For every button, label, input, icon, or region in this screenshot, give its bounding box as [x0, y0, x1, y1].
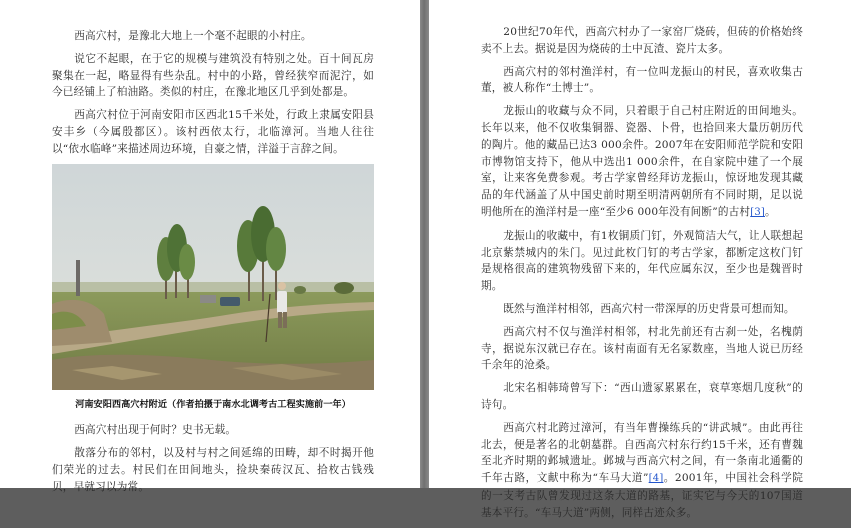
- paragraph: 北宋名相韩琦曾写下：“西山遗冢累累在，衰草寒烟几度秋”的诗句。: [481, 382, 803, 411]
- village-field-photo: [52, 164, 374, 390]
- paragraph-end: 。: [765, 205, 776, 218]
- paragraph-text: 龙振山的收藏与众不同，只着眼于自己村庄附近的田间地头。长年以来，他不仅收集铜器、瓷器、卜骨，也拾回来大量历朝历代的陶片。他的藏品已达3 000余件。2007年在安阳师范学院和安阳市博物馆支持下，他从中选出1 000余件，在自家院中建了一个展室，让来客免费参观。考古学家曾经拜访龙振山，惊讶地发现其藏品的年代涵盖了从中国史前时期至明清两朝所有不同时期，足以说明他所在的渔洋村是一座“至少6 000年没有间断”的古村: [481, 105, 803, 218]
- paragraph: [481, 103, 803, 222]
- paragraph: 西高穴村，是豫北大地上一个毫不起眼的小村庄。: [74, 30, 312, 42]
- right-page: [429, 0, 851, 519]
- right-text-column: [481, 24, 803, 528]
- paragraph: 西高穴村的邻村渔洋村，有一位叫龙振山的村民，喜欢收集古董，被人称作“土博士”。: [481, 65, 803, 95]
- paragraph: 西高穴村出现于何时？史书无载。: [74, 424, 237, 437]
- paragraph: 西高穴村位于河南安阳市区西北15千米处，行政上隶属安阳县安丰乡（今属殷都区）。该村西依太行，北临漳河。当地人往往以“依水临峰”来描述周边环境，自豪之情，洋溢于言辞之间。: [52, 109, 374, 155]
- paragraph: 西高穴村不仅与渔洋村相邻，村北先前还有古刹一处，名槐荫寺，据说东汉就已存在。该村南面有无名冢数座，当地人说已历经千余年的沧桑。: [481, 325, 803, 372]
- figure: [52, 164, 374, 414]
- paragraph: 20世纪70年代，西高穴村办了一家窑厂烧砖，但砖的价格始终卖不上去。据说是因为烧砖的土中瓦渣、瓷片太多。: [481, 26, 803, 55]
- footnote-link[interactable]: [4]: [648, 473, 664, 485]
- paragraph: [481, 420, 803, 522]
- paragraph: 龙振山的收藏中，有1枚铜质门钉，外观简洁大气，让人联想起北京紫禁城内的朱门。见过此枚门钉的考古学家，都断定这枚门钉是规格很高的建筑物残留下来的，年代应属东汉，至少也是魏晋时期。: [481, 229, 803, 293]
- paragraph-text: 西高穴村北跨过漳河，有当年曹操练兵的“讲武城”。由此再往北去，便是著名的北朝墓群。自西高穴村东行约15千米，还有曹魏至北齐时期的邺城遗址。邺城与西高穴村之间，有一条南北通衢的千年古路，文献中称为“车马大道”: [481, 421, 803, 485]
- left-page: [0, 0, 420, 493]
- page-gutter: [420, 0, 429, 488]
- footnote-link[interactable]: [3]: [750, 206, 765, 218]
- paragraph: 既然与渔洋村相邻，西高穴村一带深厚的历史背景可想而知。: [503, 302, 795, 315]
- left-text-column: [52, 28, 374, 502]
- paragraph: 散落分布的邻村，以及村与村之间延绵的田畴，却不时揭开他们荣光的过去。村民们在田间地头，捡块秦砖汉瓦、拾枚古钱残贝，早就习以为常。: [52, 447, 374, 493]
- paragraph: 说它不起眼，在于它的规模与建筑没有特别之处。百十间瓦房聚集在一起，略显得有些杂乱。村中的小路，曾经狭窄而泥泞，如今已经铺上了柏油路。类似的村庄，在豫北地区几乎到处都是。: [52, 52, 374, 99]
- figure-caption: 河南安阳西高穴村附近（作者拍摄于南水北调考古工程实施前一年）: [75, 398, 351, 410]
- paragraph-end: 。2001年，中国社会科学院的一支考古队曾发现过这条大道的路基，证实它与今天的107国道基本平行。“车马大道”两侧，同样古迹众多。: [481, 472, 804, 519]
